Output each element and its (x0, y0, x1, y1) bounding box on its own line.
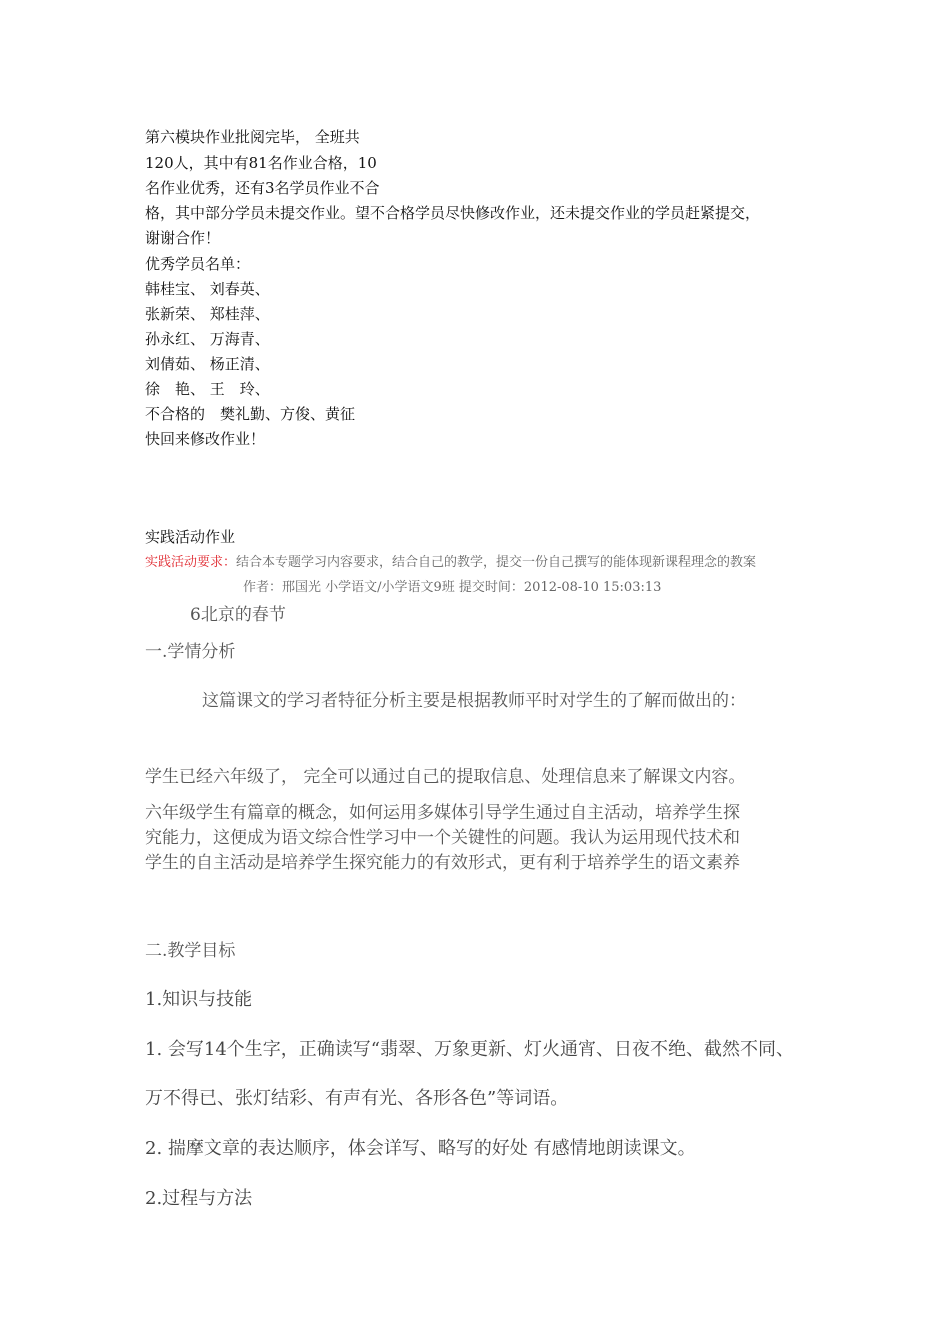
notice-line-1: 第六模块作业批阅完毕， 全班共 (145, 128, 360, 146)
paragraph-3-line-2: 究能力，这便成为语文综合性学习中一个关键性的问题。我认为运用现代技术和 (145, 828, 740, 848)
notice-line-4: 格，其中部分学员未提交作业。望不合格学员尽快修改作业，还未提交作业的学员赶紧提交， (145, 204, 761, 222)
requirement-text: 结合本专题学习内容要求，结合自己的教学，提交一份自己撰写的能体现新课程理念的教案 (236, 555, 757, 570)
subsection-heading: 1.知识与技能 (145, 989, 253, 1010)
name-row: 孙永红、 万海青、 (145, 330, 270, 348)
paragraph-2: 学生已经六年级了， 完全可以通过自己的提取信息、处理信息来了解课文内容。 (145, 767, 746, 787)
name-row: 张新荣、 郑桂萍、 (145, 305, 270, 323)
paragraph-1: 这篇课文的学习者特征分析主要是根据教师平时对学生的了解而做出的： (202, 691, 746, 711)
name-row: 刘倩茹、 杨正清、 (145, 355, 270, 373)
subsection-heading: 2.过程与方法 (145, 1188, 253, 1209)
notice-line-2: 120人，其中有81名作业合格，10 (145, 154, 377, 172)
excellent-heading: 优秀学员名单： (145, 255, 251, 273)
goal-2: 2. 揣摩文章的表达顺序，体会详写、略写的好处 有感情地朗读课文。 (145, 1138, 696, 1159)
notice-line-3: 名作业优秀，还有3名学员作业不合 (145, 179, 380, 197)
name-row: 徐 艳、 王 玲、 (145, 380, 270, 398)
goal-1-line-2: 万不得已、张灯结彩、有声有光、各形各色”等词语。 (145, 1088, 569, 1109)
failed-line-2: 快回来修改作业！ (145, 430, 266, 448)
section-heading: 一.学情分析 (145, 642, 236, 662)
name-row: 韩桂宝、 刘春英、 (145, 280, 270, 298)
assignment-title: 实践活动作业 (145, 528, 236, 546)
section-heading: 二.教学目标 (145, 941, 236, 961)
assignment-requirement (145, 551, 756, 570)
paragraph-3-line-1: 六年级学生有篇章的概念，如何运用多媒体引导学生通过自主活动，培养学生探 (145, 803, 740, 823)
lesson-title: 6北京的春节 (190, 605, 286, 625)
requirement-label: 实践活动要求： (145, 555, 237, 570)
goal-1-line-1: 1. 会写14个生字，正确读写“翡翠、万象更新、灯火通宵、日夜不绝、截然不同、 (145, 1039, 794, 1060)
failed-line: 不合格的 樊礼勤、方俊、黄征 (145, 405, 356, 423)
assignment-meta: 作者：邢国光 小学语文/小学语文9班 提交时间：2012-08-10 15:03:13 (243, 580, 662, 595)
notice-line-5: 谢谢合作！ (145, 229, 221, 247)
paragraph-3-line-3: 学生的自主活动是培养学生探究能力的有效形式，更有利于培养学生的语文素养 (145, 853, 740, 873)
